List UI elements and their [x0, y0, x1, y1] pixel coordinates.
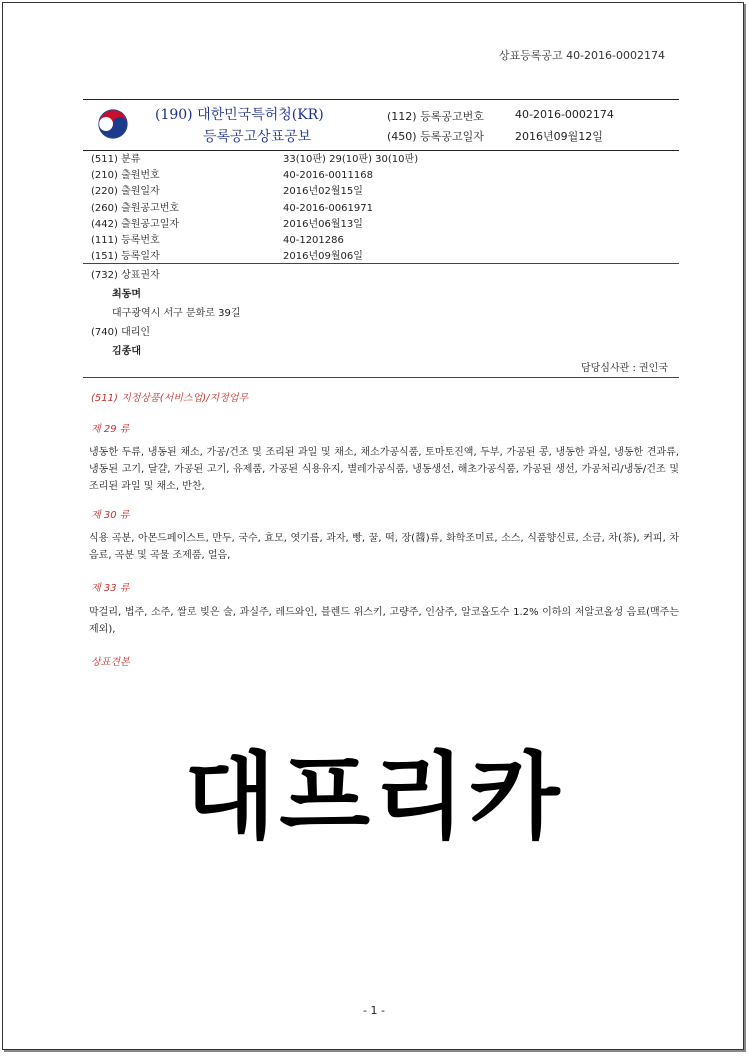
owner-name: 최동며	[112, 289, 141, 300]
biblio-value: 2016년02월15일	[283, 186, 363, 198]
reg-pub-no-value: 40-2016-0002174	[515, 108, 614, 121]
biblio-row	[91, 217, 681, 233]
gazette-header	[83, 99, 679, 151]
document-page	[2, 2, 744, 1050]
trademark-sample: 대프리카	[184, 743, 564, 852]
gazette-title: 등록공고상표공보	[203, 129, 312, 145]
biblio-value: 40-2016-0011168	[283, 170, 373, 182]
designated-goods-title: (511) 지정상품(서비스업)/지정업무	[91, 393, 249, 404]
biblio-label: (220) 출원일자	[91, 186, 160, 198]
kipo-logo-icon	[95, 106, 131, 142]
class-30-goods: 식용 곡분, 아몬드페이스트, 만두, 국수, 효모, 엿기름, 과자, 빵, 꿀, 떡, 장(醬)류, 화학조미료, 소스, 식품향신료, 소금, 차(茶), 커피, 차음료, 곡분 및 곡물 조제품, 얼음,	[89, 533, 679, 561]
biblio-row	[91, 201, 681, 217]
biblio-label: (260) 출원공고번호	[91, 202, 180, 214]
class-33-title: 제 33 류	[91, 583, 130, 594]
examiner-name: 담당심사관 : 권인국	[580, 363, 668, 374]
page-number: - 1 -	[363, 1004, 385, 1017]
biblio-row	[91, 184, 681, 200]
biblio-label: (442) 출원공고일자	[91, 218, 180, 230]
biblio-value: 40-1201286	[283, 234, 344, 246]
section-divider	[83, 377, 679, 378]
biblio-label: (511) 분류	[91, 154, 141, 165]
biblio-value: 33(10판) 29(10판) 30(10판)	[283, 154, 419, 165]
class-30-title: 제 30 류	[91, 510, 130, 521]
agent-label: (740) 대리인	[91, 327, 151, 338]
agent-name: 김종대	[112, 346, 141, 357]
biblio-label: (151) 등록일자	[91, 251, 160, 263]
bibliographic-data	[91, 152, 681, 265]
top-reference-number: 상표등록공고 40-2016-0002174	[498, 49, 665, 62]
class-33-goods: 막걸리, 법주, 소주, 쌀로 빚은 술, 과실주, 레드와인, 블렌드 위스키, 고량주, 인삼주, 알코올도수 1.2% 이하의 저알코올성 음료(맥주는 제외),	[89, 607, 679, 635]
biblio-label: (210) 출원번호	[91, 170, 160, 182]
class-29-title: 제 29 류	[91, 424, 130, 435]
owner-label: (732) 상표권자	[91, 270, 160, 281]
trademark-sample-title: 상표견본	[91, 657, 130, 668]
biblio-row	[91, 233, 681, 249]
biblio-value: 2016년06월13일	[283, 218, 363, 230]
biblio-label: (111) 등록번호	[91, 234, 160, 246]
biblio-row	[91, 168, 681, 184]
publishing-office: (190) 대한민국특허청(KR)	[155, 107, 324, 123]
section-divider	[83, 263, 679, 264]
biblio-value: 40-2016-0061971	[283, 202, 373, 214]
biblio-value: 2016년09월06일	[283, 251, 363, 263]
reg-pub-date-label: (450) 등록공고일자	[387, 130, 484, 143]
reg-pub-no-label: (112) 등록공고번호	[387, 110, 484, 123]
class-29-goods: 냉동한 두류, 냉동된 채소, 가공/건조 및 조리된 과일 및 채소, 채소가공식품, 토마토진액, 두부, 가공된 콩, 냉동한 과실, 냉동한 견과류, 냉동된 고기, 달걀, 가공된 고기, 유제품, 가공된 식용유지, 별레가공식품, 냉동생선, 해초가공식품, 가공된 생선, 가공처리/냉동/건조 및 조리된 과일 및 채소, 반찬,	[89, 447, 679, 492]
biblio-row	[91, 152, 681, 168]
reg-pub-date-value: 2016년09월12일	[515, 130, 603, 143]
owner-address: 대구광역시 서구 문화로 39길	[112, 308, 241, 319]
